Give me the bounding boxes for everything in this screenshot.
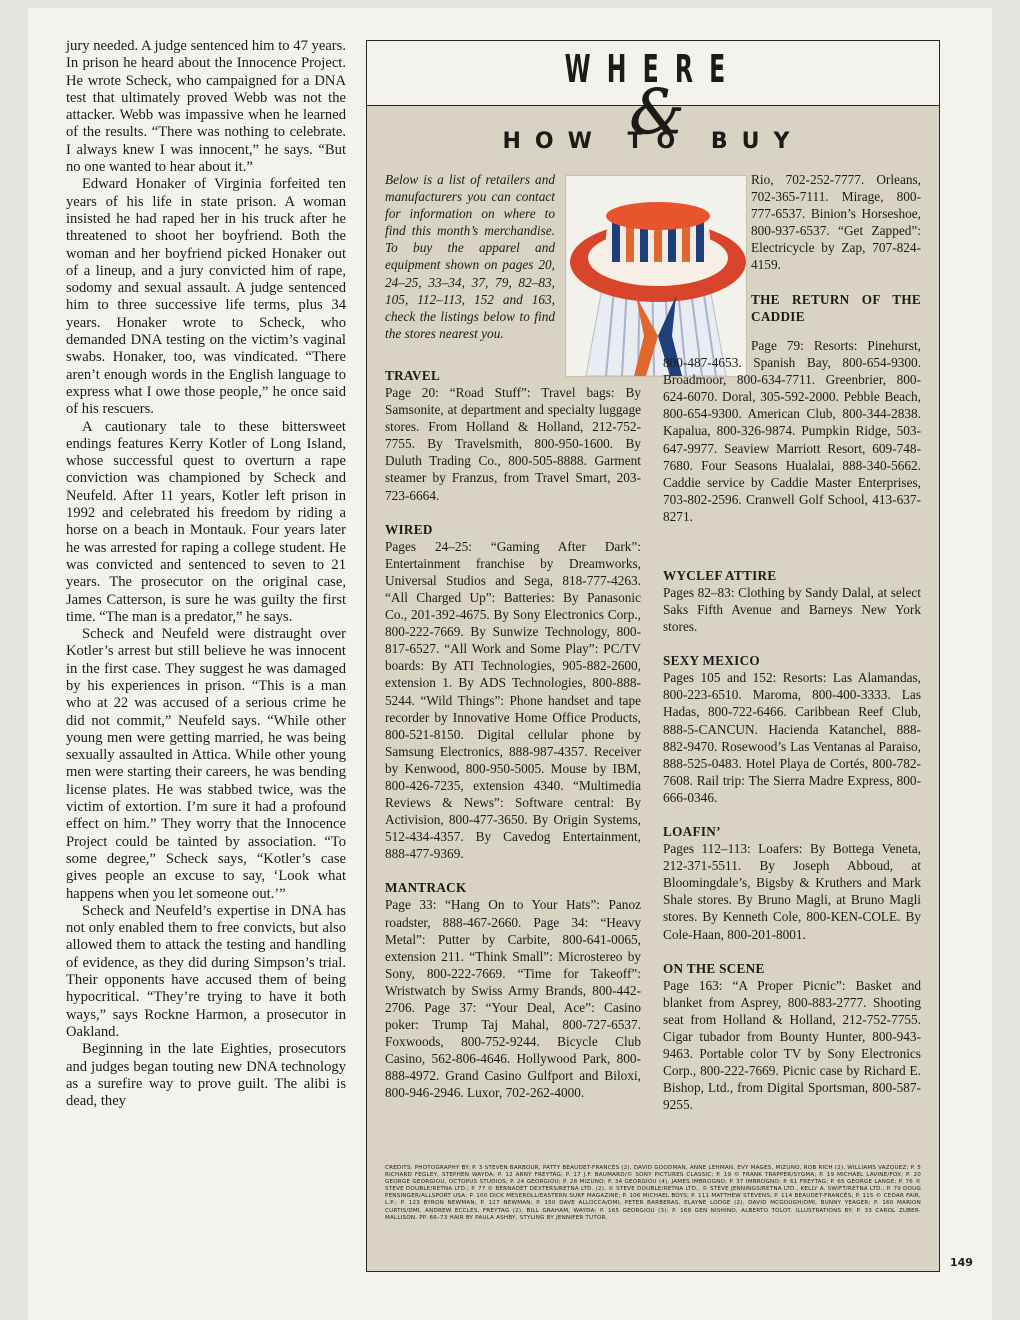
section-heading: ON THE SCENE	[663, 960, 765, 976]
sidebar-title-ampersand: &	[629, 75, 685, 148]
sidebar-continued-text: Rio, 702-252-7777. Orleans, 702-365-7111. Mirage, 800-777-6537. Binion’s Horseshoe, 800-937-6537. “Get Zapped”: Electricycle by Zap, 707-824-4159.	[751, 172, 921, 273]
article-paragraph: Edward Honaker of Virginia forfeited ten years of his life in state prison. A woman insisted he had raped her in his truck after he threatened to shoot her boyfriend. Both the woman and her boyfriend picked Honaker out of a lineup, and a jury convicted him of rape, sodomy and sexual assault. A judge sentenced him to three successive life terms, plus 34 years. Honaker wrote to Scheck, who demanded DNA testing on the victim’s vaginal swabs. Honaker, too, was vindicated. “There aren’t enough words in the English language to express what I owe those people,” he once said of his rescuers.	[66, 176, 346, 418]
section-heading: TRAVEL	[385, 368, 441, 383]
section-heading: MANTRACK	[385, 880, 467, 896]
sidebar-title-where: WHERE	[564, 47, 742, 91]
article-paragraph: jury needed. A judge sentenced him to 47 years. In prison he heard about the Innocence Project. He wrote Scheck, who campaigned for a DNA test that ultimately proved Webb was not the attacker. Webb was impassive when he learned of the results. “There was nothing to celebrate. I always knew I was innocent,” he says. “But no one wanted to hear about it.”	[66, 38, 346, 176]
section-text: Page 79: Resorts: Pinehurst, 800-487-4653. Spanish Bay, 800-654-9300. Broadmoor, 800-634-7711. Greenbrier, 800-624-6070. Doral, 305-592-2000. Pebble Beach, 800-654-9300. American Club, 800-344-2838. Kapalua, 800-326-9874. Pumpkin Ridge, 503-647-9977. Seaview Marriott Resort, 609-748-7680. Four Seasons Hualalai, 888-340-5662. Caddie service by Caddie Master Enterprises, 703-802-2596. Cranwell Golf School, 413-637-8271.	[663, 338, 921, 524]
section-text: Pages 82–83: Clothing by Sandy Dalal, at select Saks Fifth Avenue and Barneys New York stores.	[663, 585, 921, 635]
section-heading: LOAFIN’	[663, 824, 721, 840]
article-paragraph: Scheck and Neufeld’s expertise in DNA has not only enabled them to free convicts, but also allowed them to attack the testing and handling of evidence, as they did during Simpson’s trial. Their opponents have accused them of being hypocritical. “They’re trying to have it both ways,” says Rockne Harmon, a prosecutor in Oakland.	[66, 902, 346, 1040]
caddie-section	[663, 337, 921, 525]
section-text: Pages 112–113: Loafers: By Bottega Veneta, 212-371-5511. By Joseph Abboud, at Bloomingdale’s, Bigsby & Kruthers and Mark Shale stores. By Bruno Magli, at Bruno Magli stores. By Kenneth Cole, 800-KEN-COLE. By Cole-Haan, 800-201-8001.	[663, 841, 921, 942]
section-heading: SEXY MEXICO	[663, 653, 760, 669]
section-text: Page 33: “Hang On to Your Hats”: Panoz roadster, 888-467-2660. Page 34: “Heavy Metal”: Putter by Carbite, 800-641-0065, extension 211. “Think Small”: Microstereo by Sony, 800-222-7669. “Time for Takeoff”: Wristwatch by Swiss Army Brands, 800-442-2706. Page 37: “Your Deal, Ace”: Casino poker: Trump Taj Mahal, 800-727-6537. Foxwoods, 800-752-9244. Bicycle Club Casino, 562-806-4646. Hollywood Park, 800-888-4972. Grand Casino Gulfport and Biloxi, 800-946-2946. Luxor, 702-262-4000.	[385, 897, 641, 1101]
sidebar-intro	[385, 171, 555, 342]
article-paragraph: Beginning in the late Eighties, prosecutors and judges began touting new DNA technology as a surefire way to prove guilt. The alibi is dead, they	[66, 1041, 346, 1110]
page-number: 149	[950, 1256, 973, 1269]
section-heading: THE RETURN OF THE CADDIE	[751, 291, 921, 324]
sidebar-column-right-top	[751, 171, 921, 325]
sidebar-intro-text: Below is a list of retailers and manufacturers you can contact for information on where to find this month’s merchandise. To buy the apparel and equipment shown on pages 20, 24–25, 33–34, 37, 79, 82–83, 105, 112–113, 152 and 163, check the listings below to find the stores nearest you.	[385, 172, 555, 341]
section-heading: WIRED	[385, 521, 433, 537]
sidebar-column-left	[385, 367, 641, 1102]
where-to-buy-sidebar	[366, 40, 940, 1272]
article-column	[66, 38, 346, 1110]
section-heading: WYCLEF ATTIRE	[663, 568, 777, 583]
sidebar-title-how-to-buy: HOW TO BUY	[502, 129, 804, 154]
sidebar-column-right	[663, 567, 921, 1113]
article-paragraph: Scheck and Neufeld were distraught over Kotler’s arrest but still believe he was innocent in the first case. They suggest he was damaged by his experiences in prison. “This is a man who at 22 was accused of a serious crime he did not commit,” Neufeld says. “While other young men were getting married, he was being sexually assaulted in Attica. While other young men were starting their careers, he was bending license plates. He was stabbed twice, was the victim of extortion. I’m sure it had a profound effect on him.” They worry that the Innocence Project could be tainted by association. “To some degree,” Scheck says, “Kotler’s case gives people an excuse to say, ‘Look what happens when you let someone out.’”	[66, 626, 346, 902]
article-paragraph: A cautionary tale to these bittersweet endings features Kerry Kotler of Long Island, whose successful quest to overturn a rape conviction was championed by Scheck and Neufeld. After 11 years, Kotler left prison in 1992 and celebrated his freedom by riding a horse on a beach in Montauk. Four years later he was arrested for raping a college student. He was convicted and sentenced to seven to 21 years. The prosecutor on the original case, James Catterson, is sure he was guilty the first time. “The man is a predator,” he says.	[66, 418, 346, 625]
section-text: Page 163: “A Proper Picnic”: Basket and blanket from Asprey, 800-883-2777. Shooting seat from Holland & Holland, 212-752-7755. Cigar tubador from Bounty Hunter, 800-943-9463. Portable color TV by Sony Electronics Corp., 800-222-7669. Picnic case by Richard E. Bishop, Ltd., from Digital Sportsman, 800-587-9255.	[663, 977, 921, 1113]
section-text: Pages 105 and 152: Resorts: Las Alamandas, 800-223-6510. Maroma, 800-400-3333. Las Hadas, 800-722-6466. Caribbean Reef Club, 888-5-CANCUN. Hacienda Katanchel, 888-882-9470. Rosewood’s Las Ventanas al Paraiso, 888-525-0483. Hotel Playa de Cortés, 800-782-7608. Rail trip: The Sierra Madre Express, 800-666-0346.	[663, 670, 921, 805]
photo-credits: CREDITS: PHOTOGRAPHY BY: P. 3 STEVEN BARBOUR, PATTY BEAUDET-FRANCÈS (2), DAVID GOODMAN, ANNE LEHMAN, EVY MAGES, MIZUNO, ROB RICH (2), WILLIAMS VAZQUEZ; P. 5 RICHARD FEGLEY, STEPHEN WAYDA; P. 12 ARNY FREYTAG; P. 17 J.F. BAUMARD/© SONY PICTURES CLASSIC; P. 19 © FRANK TRAPPER/SYGMA; P. 19 MICHAEL LAVINE/FOX; P. 20 GEORGE GEORGIOU, OCTOPUS STUDIOS; P. 24 GEORGIOU; P. 28 MIZUNO; P. 34 GEORGIOU (4), JAMES IMBROGNO; P. 37 IMBROGNO; P. 61 FREYTAG; P. 65 GEORGE LANGE; P. 76 © STEVE DOUBLE/RETNA LTD.; P. 77 © BERNADET DEXTERS/RETNA LTD. (2), © STEVE DOUBLE/RETNA LTD., © STEVE JENNINGS/RETNA LTD., KELLY A. SWIFT/RETNA LTD.; P. 79 DOUG PENSINGER/ALLSPORT USA; P. 100 DICK MESEROLL/EASTERN SURF MAGAZINE; P. 106 MICHAEL BOYS; P. 111 MATTHEW STEVENS; P. 114 BEAUDET-FRANCÈS; P. 115 © CEDAR FAIR, L.P.; P. 123 BYRON NEWMAN; P. 127 NEWMAN; P. 150 DAVE ALLOCCA/DMI, PETER BARBERAS, ELAYNE LODGE (2), DAVID MCGOUGH/DMI, BUNNY YEAGER; P. 160 MARION CURTIS/DMI, ANDREW ECCLES, FREYTAG (2), BILL GRAHAM, WAYDA; P. 165 GEORGIOU (3); P. 168 GEN NISHINO, ALBERTO TOLOT. ILLUSTRATIONS BY: P. 33 CAROL ZUBER-MALLISON. PP. 66–73 HAIR BY PAULA ASHBY, STYLING BY JENNIFER TUTOR.	[385, 1165, 921, 1221]
section-text: Pages 24–25: “Gaming After Dark”: Entertainment franchise by Dreamworks, Universal Studios and Sega, 818-777-4263. “All Charged Up”: Batteries: By Panasonic Co., 201-392-4675. By Sony Electronics Corp., 800-222-7669. By Sunwize Technology, 800-817-6527. “All Work and Some Play”: PC/TV boards: By ATI Technologies, 905-882-2600, extension 1. By ADS Technologies, 800-888-5244. “Wild Things”: Phone handset and tape recorder by Innovative Home Office Products, 800-521-8150. Digital cellular phone by Samsung Electronics, 888-987-4357. Receiver by Kenwood, 800-950-5005. Mouse by IBM, 800-426-7235, extension 4340. “Multimedia Reviews & News”: Software central: By Activision, 800-477-3650. By Origin Systems, 512-434-4357. By Cavedog Entertainment, 888-477-9369.	[385, 538, 641, 862]
section-text: Page 20: “Road Stuff”: Travel bags: By Samsonite, at department and specialty luggage stores. From Holland & Holland, 212-752-7755. By Travelsmith, 800-950-1600. By Duluth Trading Co., 800-505-8888. Garment steamer by Franzus, from Travel Smart, 203-723-6664.	[385, 385, 641, 503]
